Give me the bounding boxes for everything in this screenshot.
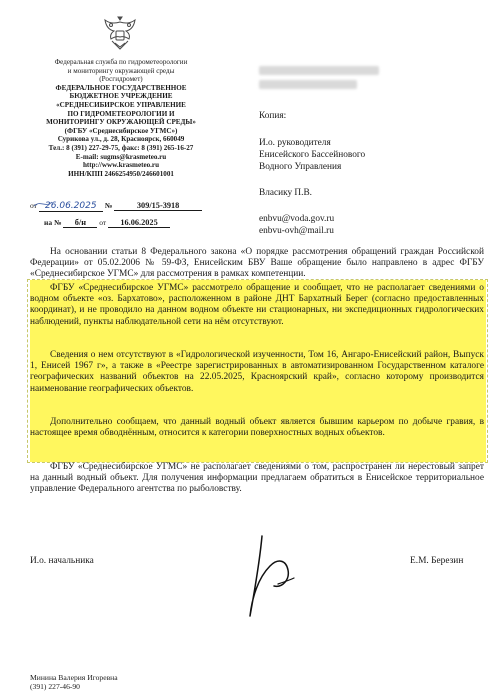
number-label: № [104,201,113,210]
addressee-position-line: И.о. руководителя [259,138,331,148]
org-phone: Тел.: 8 (391) 227-29-75, факс: 8 (391) 265-16-27 [48,143,194,152]
from-label: от [30,201,37,210]
addressee-name: Власику П.В. [259,188,312,198]
coat-of-arms-icon [100,14,140,54]
executor-phone: (391) 227-46-90 [30,682,80,692]
org-line: Федеральная служба по гидрометеорологии [54,58,188,66]
paragraph-text: На основании статьи 8 Федерального закона «О порядке рассмотрения обращений граждан Российской Федерации» от 05.02.2006 № 59-ФЗ, Енисейским БВУ Ваше обращение было направлено в адрес ФГБУ «Среднесибирское УГМС» для рассмотрения в рамках компетенции. [30,247,484,280]
addressee-position-line: Водного Управления [259,162,342,173]
org-address: Сурикова ул., д. 28, Красноярск, 660049 [57,135,185,144]
addressee-email[interactable]: enbvu@voda.gov.ru [259,214,335,224]
body-paragraph-1 [30,247,484,281]
handwritten-signature [236,528,316,623]
org-email: E-mail: sugms@krasmeteo.ru [75,152,167,161]
ref-number: б/н [63,218,97,228]
ref-from-label: от [99,218,107,227]
org-line-bold: МОНИТОРИНГУ ОКРУЖАЮЩЕЙ СРЕДЫ» [46,118,196,127]
paragraph-text: Дополнительно сообщаем, что данный водный объект является бывшим карьером по добыче гравия, в настоящее время обводнённым, относится к категории поверхностных водных объектов. [30,417,484,439]
signatory-position: И.о. начальника [30,556,94,566]
org-inn: ИНН/КПП 2466254950/246601001 [68,169,174,178]
addressee-email[interactable]: enbvu-ovh@mail.ru [259,226,334,237]
outgoing-number: 309/15-3918 [114,201,202,211]
addressee-emails [259,213,334,237]
organization-header [26,58,216,178]
paragraph-text: Сведения о нем отсутствуют в «Гидрологической изученности, Том 16, Ангаро-Енисейский район, Выпуск 1, Енисей 1967 г», а также в «Реестре зарегистрированных в автоматизированном Государственном каталоге географических названий объектов на 22.05.2025, Красноярский край», согласно которому производится наименование географических объектов. [30,350,484,394]
ref-label: на № [44,218,62,227]
org-line: и мониторингу окружающей среды [67,66,175,75]
paragraph-text: ФГБУ «Среднесибирское УГМС» не располагает сведениями о том, распространен ли нерестовый запрет на данный водный объект. Для получения информации предлагаем обратиться в Енисейское территориальное управление Федерального агентства по рыболовству. [30,462,484,495]
redacted-addressee-name [259,66,379,75]
copy-label: Копия: [259,111,287,121]
addressee-position-line: Енисейского Бассейнового [259,150,366,161]
org-line: (Росгидромет) [99,75,143,84]
org-line-bold: БЮДЖЕТНОЕ УЧРЕЖДЕНИЕ [69,92,173,101]
handwriting-flourish-icon [32,196,132,210]
paragraph-text: ФГБУ «Среднесибирское УГМС» рассмотрело обращение и сообщает, что не располагает сведениями о водном объекте «оз. Бархатово», расположенном в районе ДНТ Бархатный Берег (согласно предоставленных координат), и не проводило на данном водном объекте ни стационарных, ни экспедиционных гидрологических наблюдений, пункты наблюдательной сети на нём отсутствуют. [30,283,484,327]
executor-block [30,673,118,692]
signatory-name: Е.М. Березин [410,556,464,566]
body-paragraph-3 [30,350,484,395]
executor-name: Минина Валерия Игоревна [30,673,118,682]
body-paragraph-2 [30,283,484,328]
addressee-position [259,137,365,174]
redacted-addressee-email [259,80,357,89]
org-line-bold: ФЕДЕРАЛЬНОЕ ГОСУДАРСТВЕННОЕ [55,83,187,92]
reference-line [44,218,234,228]
org-web: http://www.krasmeteo.ru [82,161,160,170]
ref-date: 16.06.2025 [108,218,170,228]
outgoing-date: 26.06.2025 [39,201,103,212]
org-short-name: (ФГБУ «Среднесибирское УГМС») [64,126,178,135]
org-line-bold: «СРЕДНЕСИБИРСКОЕ УПРАВЛЕНИЕ [56,100,186,109]
body-paragraph-4 [30,417,484,439]
body-paragraph-5 [30,462,484,496]
org-line-bold: ПО ГИДРОМЕТЕОРОЛОГИИ И [67,109,175,118]
